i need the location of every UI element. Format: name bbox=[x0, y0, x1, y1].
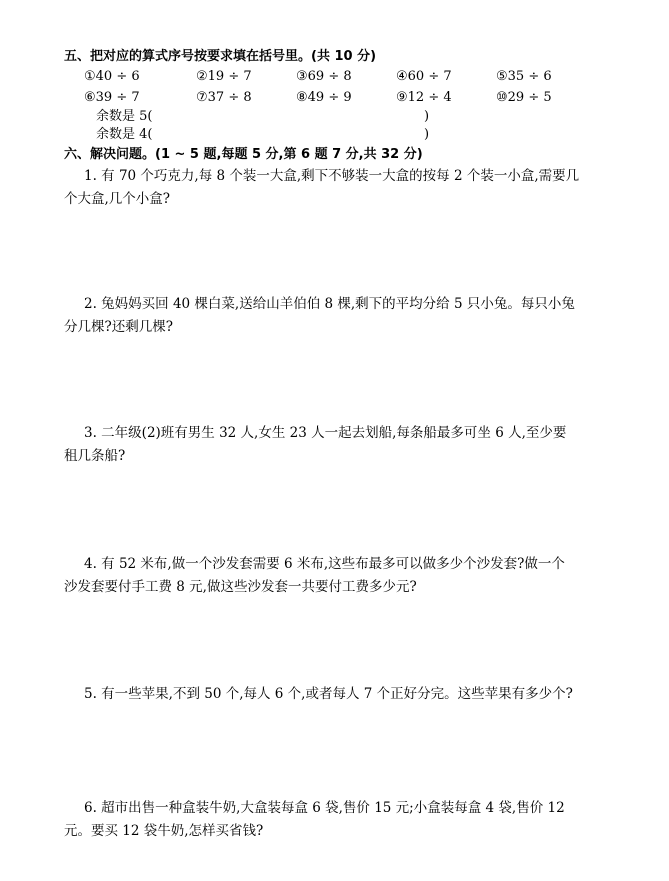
expression-item: ⑤35 ÷ 6 bbox=[496, 69, 552, 84]
problem-4 bbox=[64, 553, 584, 599]
expression-item: ⑦37 ÷ 8 bbox=[196, 90, 252, 105]
problem-2-line-2: 分几棵?还剩几棵? bbox=[64, 319, 173, 335]
expression-item: ②19 ÷ 7 bbox=[196, 69, 252, 84]
expression-item: ⑧49 ÷ 9 bbox=[296, 90, 352, 105]
problem-2 bbox=[64, 293, 584, 339]
problem-1-line-1: 1. 有 70 个巧克力,每 8 个装一大盒,剩下不够装一大盒的按每 2 个装一小盒,需要几 bbox=[84, 168, 580, 184]
remainder-5-label: 余数是 5( bbox=[96, 109, 153, 124]
expression-item: ⑩29 ÷ 5 bbox=[496, 90, 552, 105]
remainder-4-label: 余数是 4( bbox=[96, 127, 153, 142]
problem-2-line-1: 2. 兔妈妈买回 40 棵白菜,送给山羊伯伯 8 棵,剩下的平均分给 5 只小兔。每只小兔 bbox=[84, 296, 575, 312]
problem-1-line-2: 个大盒,几个小盒? bbox=[64, 191, 171, 207]
problem-5-line-1: 5. 有一些苹果,不到 50 个,每人 6 个,或者每人 7 个正好分完。这些苹果有多少个? bbox=[84, 686, 573, 702]
problem-4-line-2: 沙发套要付手工费 8 元,做这些沙发套一共要付工费多少元? bbox=[64, 579, 417, 595]
problem-3-line-1: 3. 二年级(2)班有男生 32 人,女生 23 人一起去划船,每条船最多可坐 6 人,至少要 bbox=[84, 425, 567, 441]
problem-1 bbox=[64, 165, 584, 211]
problem-5 bbox=[84, 683, 584, 706]
problem-6 bbox=[64, 797, 584, 843]
problem-6-line-2: 元。要买 12 袋牛奶,怎样买省钱? bbox=[64, 823, 264, 839]
problem-3-line-2: 租几条船? bbox=[64, 448, 126, 464]
expression-item: ⑥39 ÷ 7 bbox=[84, 90, 140, 105]
remainder-5-close-paren: ) bbox=[424, 109, 430, 124]
problem-6-line-1: 6. 超市出售一种盒装牛奶,大盒装每盒 6 袋,售价 15 元;小盒装每盒 4 袋,售价 12 bbox=[84, 800, 565, 816]
problem-3 bbox=[64, 422, 584, 468]
expression-item: ①40 ÷ 6 bbox=[84, 69, 140, 84]
section6-heading: 六、解决问题。(1 ~ 5 题,每题 5 分,第 6 题 7 分,共 32 分) bbox=[64, 147, 423, 162]
expression-item: ⑨12 ÷ 4 bbox=[396, 90, 452, 105]
expression-item: ④60 ÷ 7 bbox=[396, 69, 452, 84]
section5-heading: 五、把对应的算式序号按要求填在括号里。(共 10 分) bbox=[64, 49, 377, 64]
expression-item: ③69 ÷ 8 bbox=[296, 69, 352, 84]
problem-4-line-1: 4. 有 52 米布,做一个沙发套需要 6 米布,这些布最多可以做多少个沙发套?做一个 bbox=[84, 556, 565, 572]
remainder-4-close-paren: ) bbox=[424, 127, 430, 142]
